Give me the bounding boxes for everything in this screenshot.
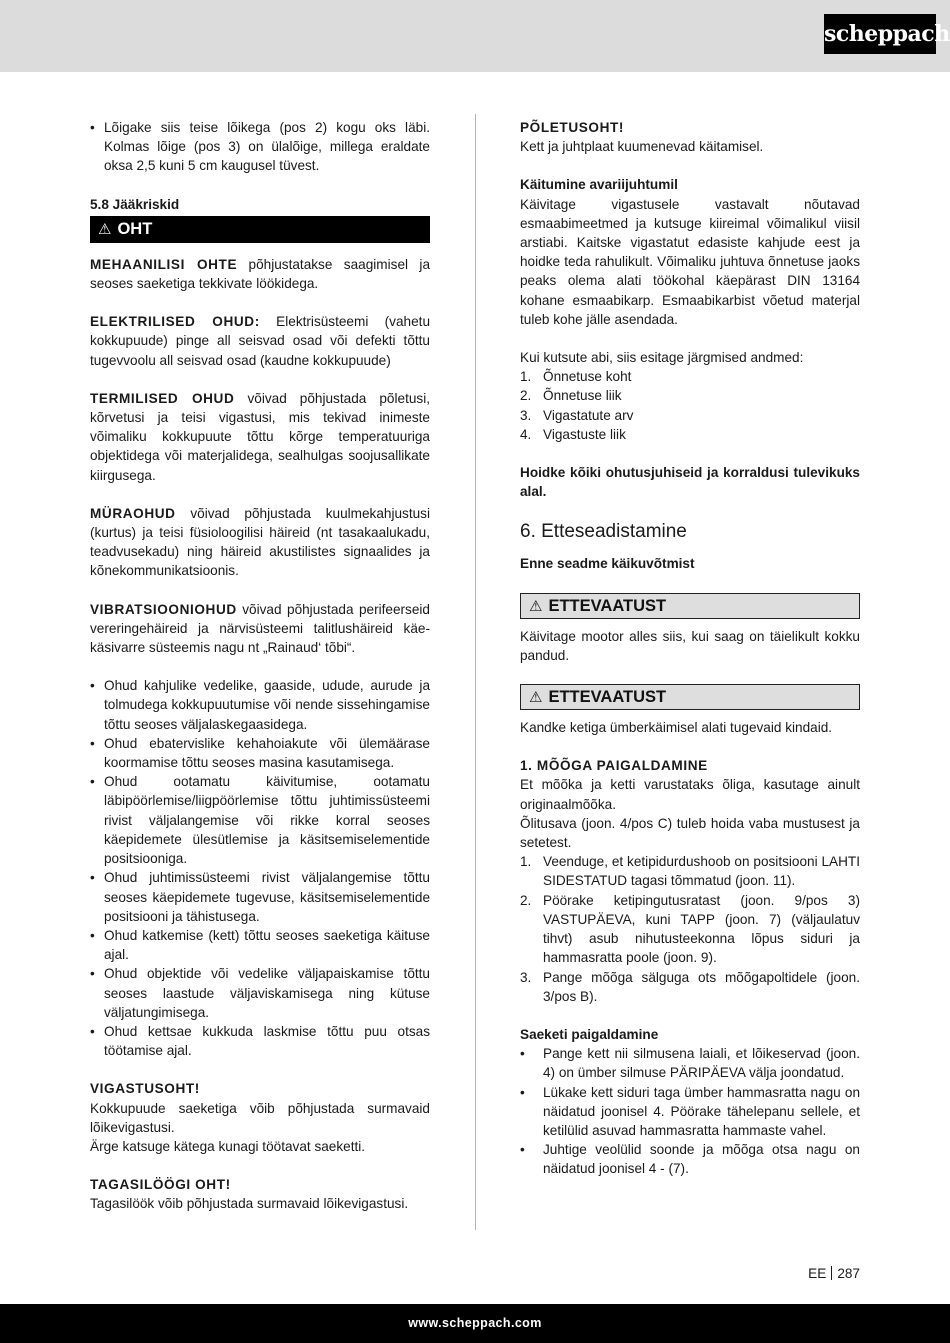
section-title: 5.8 Jääkriskid [90, 196, 180, 212]
risk-electrical: ELEKTRILISED OHUD: Elektrisüsteemi (vahetu kokkupuude) pinge all seisvad osad või defekti tõttu tugevvoolu all seisvad osad (kaudne kokkupuude) [90, 314, 431, 368]
warning-triangle-icon: ⚠ [529, 597, 543, 615]
list-item: 2. Pöörake ketipingutusratast (joon. 9/pos 3) VASTUPÄEVA, kuni TAPP (joon. 7) (väljaulatuv tihvt) asub nihutusteekonna lõpus siduri ja hammasratta poole (joon. 9). [520, 892, 860, 966]
list-item: • Juhtige veolülid soonde ja mõõga otsa nagu on näidatud joonisel 4 - (7). [520, 1140, 860, 1178]
bar-steps [520, 852, 860, 1006]
page-num: 287 [837, 1266, 860, 1281]
risk-thermal: TERMILISED OHUD võivad põhjustada põletusi, kõrvetusi ja teisi vigastusi, mis tekivad inimeste võimaliku kokkupuute tõttu kõrge temperatuuriga objektidega või materjalidega, sealhulgas soojusallikate kiirgusega. [90, 390, 430, 483]
intro-list [90, 118, 430, 176]
section-title: 6. Etteseadistamine [520, 521, 687, 543]
risk-noise: MÜRAOHUD võivad põhjustada kuulmekahjustusi (kurtus) ja teisi füsioloogilisi häireid (nt tasakaalukadu, teadvusekadu) ning häireid akustilistes signaalides ja kõnekommunikatsioonis. [90, 505, 430, 579]
risk-mechanical: MEHAANILISI OHTE põhjustatakse saagimisel ja seoses saeketiga tekkivate löökidega. [90, 256, 431, 292]
list-item: • Lükake kett siduri taga ümber hammasratta nagu on näidatud joonisel 4. Pöörake tähelepanu sellele, et ketilülid asuvad hammasratta hammaste vahel. [520, 1083, 860, 1141]
list-item: • Ohud kahjulike vedelike, gaaside, udude, aurude ja tolmudega kokkupuutumise või nende sissehingamise tõttu seoses väljalaskegaasidega. [90, 676, 430, 734]
emergency-text: Käivitage vigastusele vastavalt nõutavad esmaabimeetmed ja kutsuge kiireimal võimalikul viisil arstiabi. Kaitske vigastatut edasiste kahjude eest ja hoidke teda rahulikult. Võimaliku juhtuva õnnetuse jaoks peaks olema alati töökohal käepärast DIN 13164 kohane esmaabikarp. Esmaabikarbist võetud materjal tuleb kohe jälle asendada. [520, 196, 860, 327]
list-item: • Lõigake siis teise lõikega (pos 2) kogu oks läbi. Kolmas lõige (pos 3) on ülalõige, millega eraldate oksa 2,5 kuni 5 cm kaugusel tüvest. [90, 118, 430, 176]
brand-logo: scheppach [824, 14, 936, 54]
risk-vibration: VIBRATSIOONIOHUD võivad põhjustada perifeerseid vereringehäireid ja närvisüsteemi talitlushäireid käe-käsivarre süsteemis nagu nt „Rainaud‘ tõbi“. [90, 601, 430, 656]
injury-text: Ärge katsuge kätega kunagi töötavat saeketti. [90, 1138, 366, 1154]
list-item: 4. Vigastuste liik [520, 426, 626, 442]
caution-banner [520, 593, 860, 619]
list-item: 2. Õnnetuse liik [520, 388, 622, 404]
left-column [90, 118, 430, 1214]
hazard-list [90, 676, 430, 1060]
list-item: 1. Õnnetuse koht [520, 369, 632, 385]
chain-title: Saeketi paigaldamine [520, 1026, 659, 1042]
footer-bar [0, 1304, 950, 1343]
header-bar [0, 0, 950, 72]
right-column [520, 118, 860, 1179]
bar-text: Õlitusava (joon. 4/pos C) tuleb hoida vaba mustusest ja setetest. [520, 815, 860, 851]
kickback-text: Tagasilöök võib põhjustada surmavaid lõikevigastusi. [90, 1196, 409, 1212]
caution-label: ETTEVAATUST [548, 596, 667, 615]
caution-banner [520, 684, 860, 710]
list-item: 3. Pange mõõga sälguga ots mõõgapoltidele (joon. 3/pos B). [520, 969, 860, 1004]
language-code: EE [808, 1266, 827, 1281]
keep-instructions: Hoidke kõiki ohutusjuhiseid ja korraldusi tulevikuks alal. [520, 465, 860, 500]
call-intro: Kui kutsute abi, siis esitage järgmised andmed: [520, 350, 804, 366]
page-number [790, 1264, 860, 1283]
column-divider [475, 114, 476, 1230]
website-link[interactable]: www.scheppach.com [408, 1316, 542, 1330]
warning-triangle-icon: ⚠ [529, 689, 543, 707]
emergency-title: Käitumine avariijuhtumil [520, 177, 678, 193]
injury-title: VIGASTUSOHT! [90, 1081, 200, 1097]
bar-text: Et mõõka ja ketti varustataks õliga, kasutage ainult originaalmõõka. [520, 777, 860, 812]
danger-label: OHT [117, 219, 153, 238]
burn-title: PÕLETUSOHT! [520, 120, 625, 135]
caution-text: Käivitage mootor alles siis, kui saag on täielikult kokku pandud. [520, 628, 860, 663]
list-item: • Ohud kettsae kukkuda laskmise tõttu puu otsas töötamise ajal. [90, 1022, 430, 1060]
list-item: • Ohud objektide või vedelike väljapaiskamise tõttu seoses laastude väljaviskamisega ning kütuse väljatungimisega. [90, 964, 430, 1022]
list-item: 1. Veenduge, et ketipidurdushoob on positsiooni LAHTI SIDESTATUD tagasi tõmmatud (joon. 11). [520, 854, 860, 889]
list-item: • Ohud katkemise (kett) tõttu seoses saeketiga käituse ajal. [90, 926, 430, 964]
chain-list [520, 1044, 860, 1178]
caution-label: ETTEVAATUST [548, 688, 667, 707]
call-list [520, 367, 860, 444]
list-item: • Ohud juhtimissüsteemi rivist väljalangemise tõttu seoses käepidemete tugevuse, käsitsemiselementide positsiooni ja tähistusega. [90, 868, 430, 926]
burn-text: Kett ja juhtplaat kuumenevad käitamisel. [520, 139, 764, 155]
bar-title: 1. MÕÕGA PAIGALDAMINE [520, 758, 708, 774]
list-item: • Pange kett nii silmusena laiali, et lõikeservad (joon. 4) on ümber silmuse PÄRIPÄEVA välja joondatud. [520, 1044, 860, 1082]
caution-text: Kandke ketiga ümberkäimisel alati tugevaid kindaid. [520, 720, 833, 736]
kickback-title: TAGASILÖÖGI OHT! [90, 1177, 231, 1193]
warning-triangle-icon: ⚠ [98, 220, 112, 238]
danger-banner [90, 216, 430, 243]
list-item: • Ohud ebatervislike kehahoiakute või ülemäärase koormamise tõttu seoses masina kasutamisega. [90, 734, 430, 772]
before-title: Enne seadme käikuvõtmist [520, 556, 695, 572]
list-item: • Ohud ootamatu käivitumise, ootamatu läbipöörlemise/liigpöörlemise tõttu juhtimissüsteemi rivist väljalangemise või rikke korral seoses käepidemete ülesütlemise ja käsitsemiselementide positsiooniga. [90, 772, 430, 868]
injury-text: Kokkupuude saeketiga võib põhjustada surmavaid lõikevigastusi. [90, 1100, 430, 1135]
list-item: 3. Vigastatute arv [520, 407, 634, 423]
